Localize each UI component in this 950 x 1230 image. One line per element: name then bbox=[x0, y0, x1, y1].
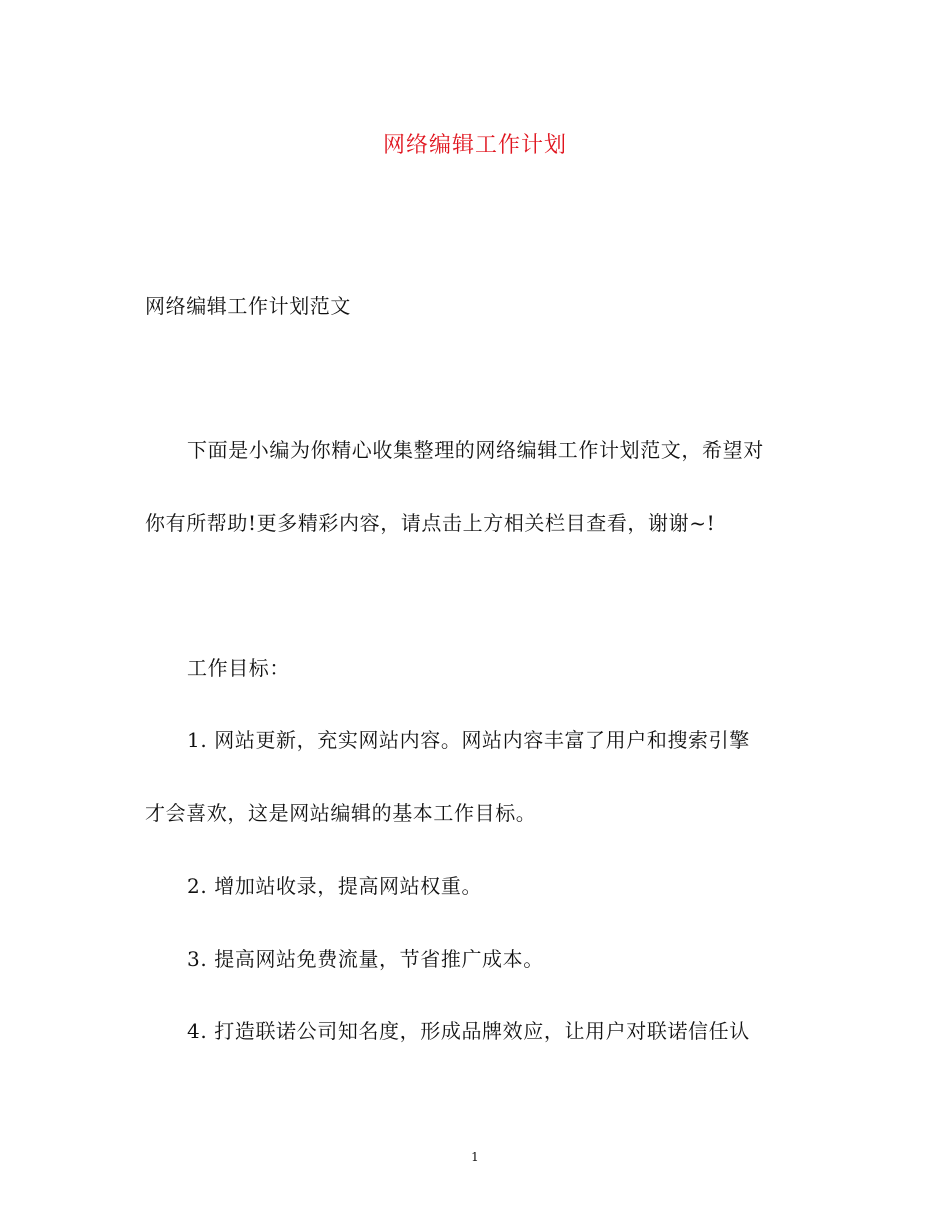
page-number: 1 bbox=[471, 1150, 479, 1164]
goal-2: 2. 增加站收录，提高网站权重。 bbox=[187, 874, 483, 898]
document-title: 网络编辑工作计划 bbox=[382, 133, 567, 158]
goal-1-line-2: 才会喜欢，这是网站编辑的基本工作目标。 bbox=[145, 801, 537, 825]
goal-1-line-1: 1. 网站更新，充实网站内容。网站内容丰富了用户和搜索引擎 bbox=[187, 728, 750, 752]
intro-line-1: 下面是小编为你精心收集整理的网络编辑工作计划范文，希望对 bbox=[187, 438, 764, 462]
goal-4-line-1: 4. 打造联诺公司知名度，形成品牌效应，让用户对联诺信任认 bbox=[187, 1019, 750, 1043]
goal-3: 3. 提高网站免费流量，节省推广成本。 bbox=[187, 947, 544, 971]
document-subtitle: 网络编辑工作计划范文 bbox=[145, 294, 351, 318]
intro-line-2: 你有所帮助!更多精彩内容，请点击上方相关栏目查看，谢谢~! bbox=[145, 511, 716, 535]
goals-heading: 工作目标： bbox=[187, 656, 290, 680]
